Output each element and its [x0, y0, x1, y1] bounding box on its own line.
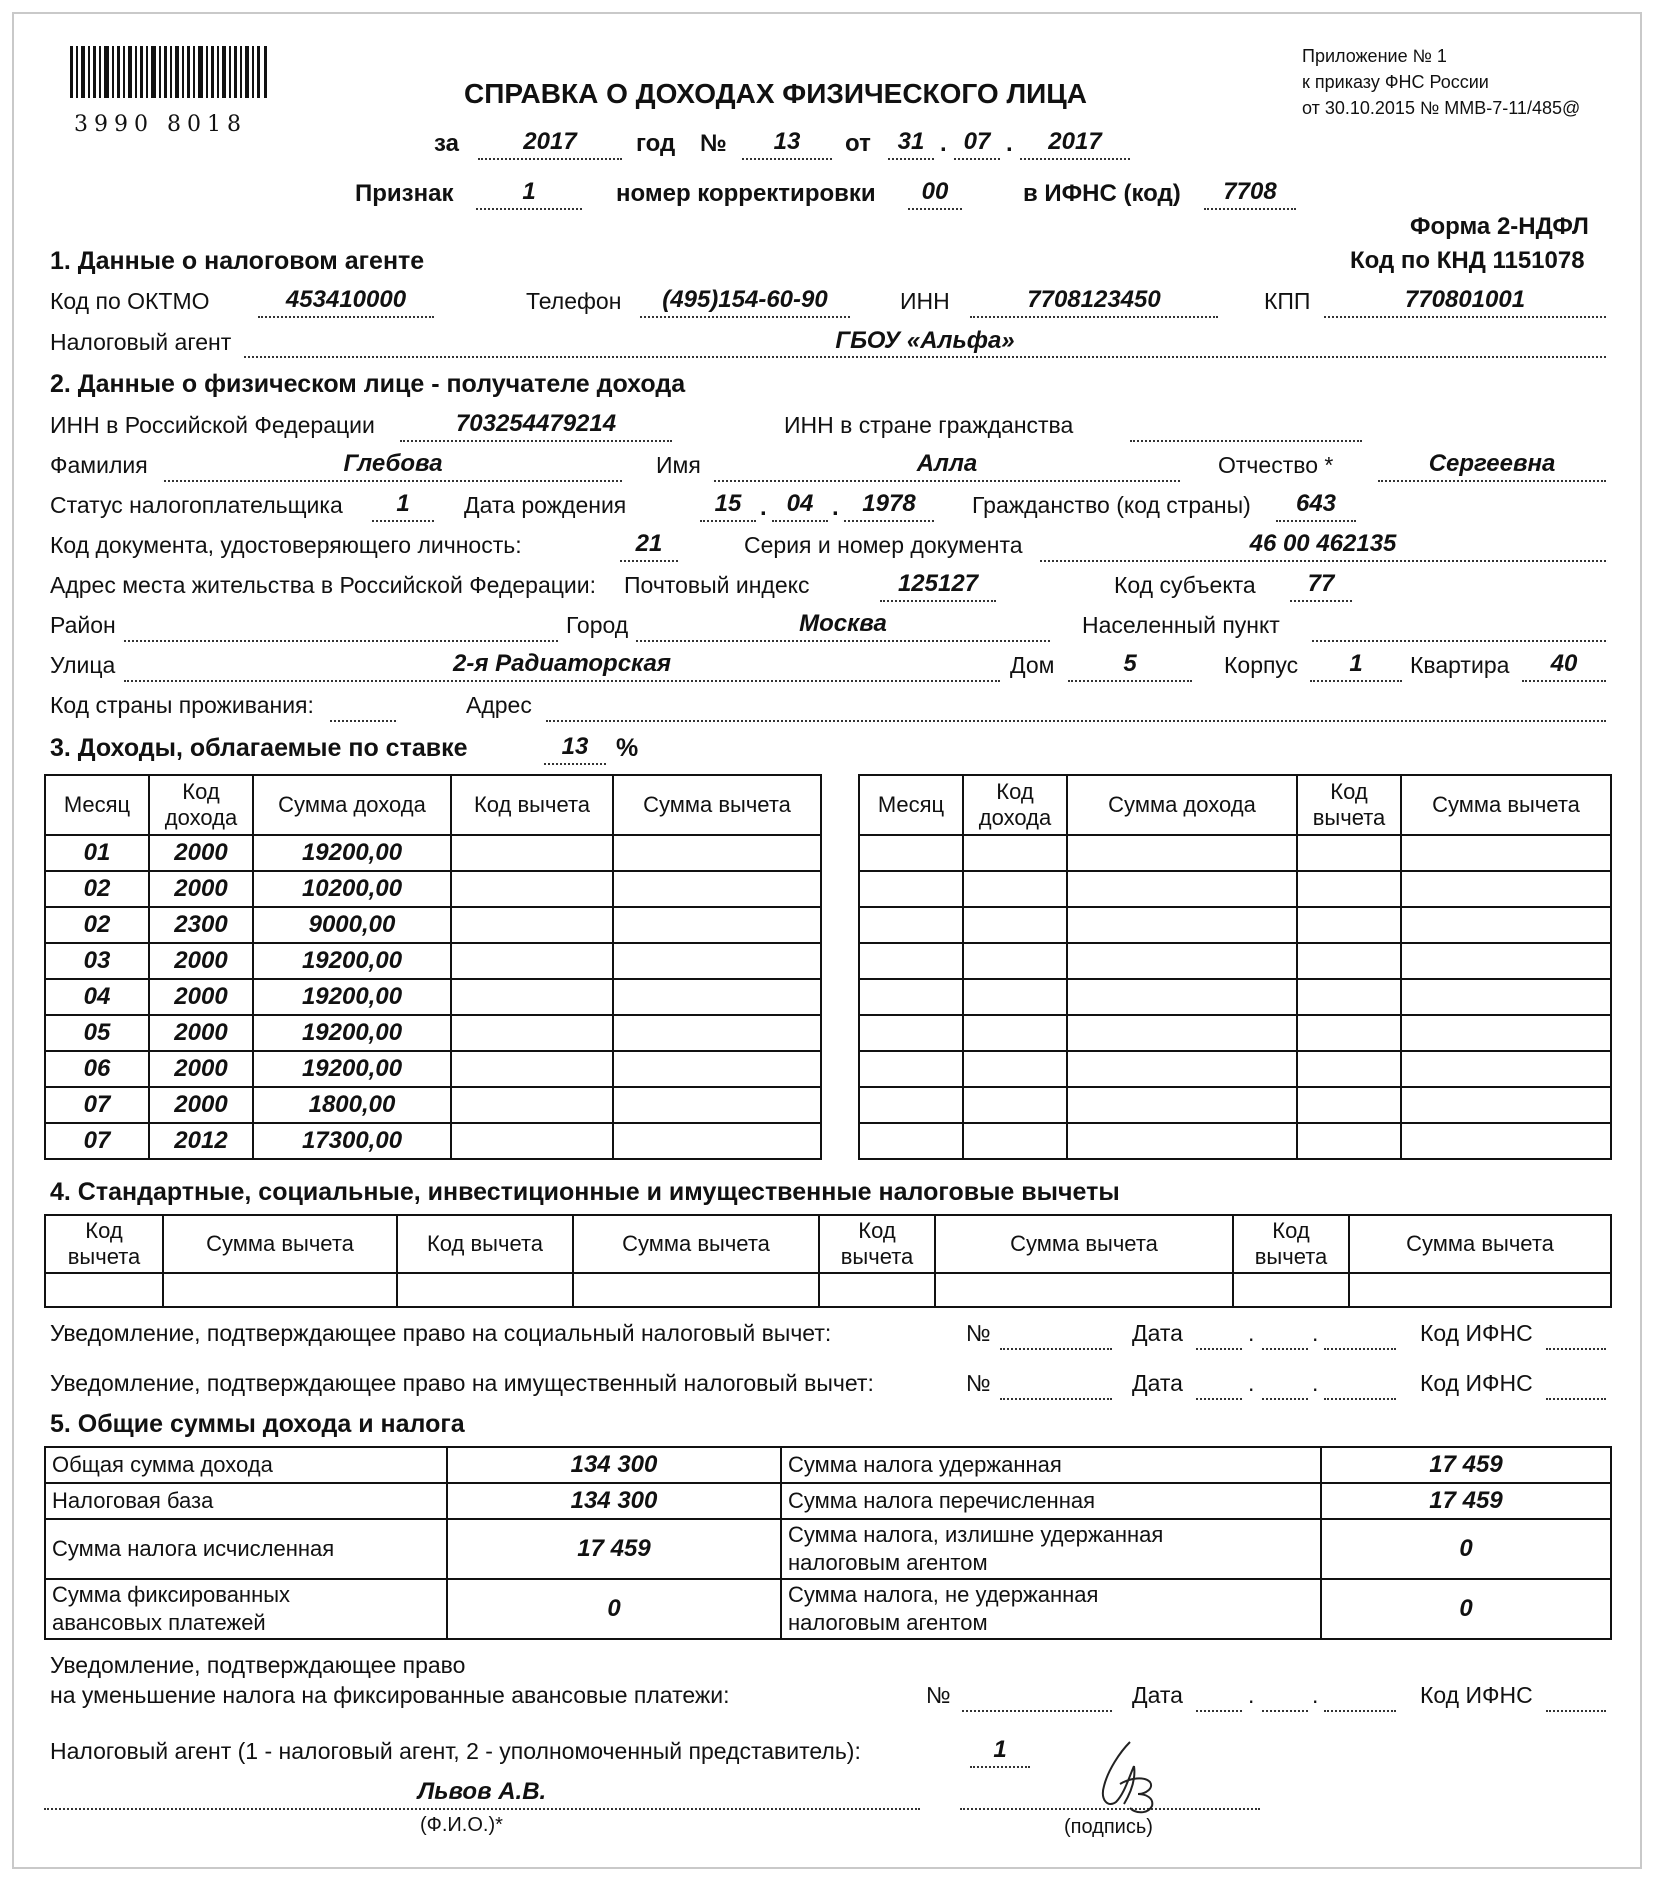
- col-deduction-code: Код вычета: [397, 1215, 573, 1273]
- flat-field[interactable]: 40: [1550, 650, 1578, 677]
- deduction-code-cell[interactable]: [451, 1051, 613, 1087]
- tax-excess-label-line-1: Сумма налога, излишне удержанная: [788, 1522, 1164, 1547]
- deduction-sum-cell[interactable]: [613, 1015, 821, 1051]
- table-row: [45, 835, 821, 871]
- status-label: Статус налогоплательщика: [50, 492, 343, 518]
- notice-adv-no-field[interactable]: [962, 1710, 1112, 1712]
- deduction-sum-cell[interactable]: [613, 835, 821, 871]
- notice-adv-line-2: на уменьшение налога на фиксированные авансовые платежи:: [50, 1682, 730, 1708]
- total-income-value[interactable]: 134 300: [447, 1447, 781, 1483]
- deduction-sum-cell[interactable]: [1401, 979, 1611, 1015]
- col-deduction-code: Код вычета: [1233, 1215, 1349, 1273]
- income-month-cell[interactable]: 07: [45, 1123, 149, 1159]
- za-label: за: [434, 130, 459, 157]
- date-month-field[interactable]: 07: [963, 128, 991, 155]
- date-dot: .: [1312, 1682, 1319, 1708]
- city-field[interactable]: Москва: [799, 610, 887, 637]
- ifns-label: в ИФНС (код): [1023, 180, 1181, 207]
- appendix-line-2: к приказу ФНС России: [1302, 72, 1489, 92]
- phone-label: Телефон: [526, 288, 622, 314]
- col-month: Месяц: [859, 775, 963, 835]
- totals-table: [44, 1446, 1612, 1640]
- surname-label: Фамилия: [50, 452, 148, 478]
- deduction-code-cell[interactable]: [1297, 1051, 1401, 1087]
- notice-social-label: Уведомление, подтверждающее право на социальный налоговый вычет:: [50, 1320, 832, 1346]
- dob-dot-1: .: [760, 494, 767, 521]
- income-sum-cell[interactable]: 1800,00: [253, 1087, 451, 1123]
- income-sum-cell[interactable]: 19200,00: [253, 835, 451, 871]
- inn-foreign-label: ИНН в стране гражданства: [784, 412, 1074, 438]
- tax-not-withheld-label-line-1: Сумма налога, не удержанная: [788, 1582, 1099, 1607]
- dob-dot-2: .: [832, 494, 839, 521]
- table-row: [45, 979, 821, 1015]
- income-month-cell[interactable]: [859, 1015, 963, 1051]
- notice-social-date-label: Дата: [1132, 1320, 1183, 1346]
- col-deduction-sum: Сумма вычета: [1349, 1215, 1611, 1273]
- deduction-code-cell[interactable]: [1297, 1123, 1401, 1159]
- deduction-code-cell[interactable]: [1297, 943, 1401, 979]
- deduction-code-cell[interactable]: [451, 1123, 613, 1159]
- status-field[interactable]: 1: [396, 490, 410, 517]
- col-income-sum: Сумма дохода: [1067, 775, 1297, 835]
- income-code-cell[interactable]: 2000: [149, 1015, 253, 1051]
- notice-property-ifns-field[interactable]: [1546, 1398, 1606, 1400]
- section5-title: 5. Общие суммы дохода и налога: [50, 1410, 465, 1438]
- tax-calc-value[interactable]: 17 459: [447, 1519, 781, 1579]
- god-label: год: [636, 130, 676, 157]
- table-row: [859, 1123, 1611, 1159]
- col-income-code: Код дохода: [149, 775, 253, 835]
- year-field[interactable]: 2017: [523, 128, 577, 155]
- col-deduction-sum: Сумма вычета: [935, 1215, 1233, 1273]
- col-deduction-code: Код вычета: [1297, 775, 1401, 835]
- country-field[interactable]: [330, 690, 396, 718]
- date-dot: .: [1312, 1370, 1319, 1396]
- table-row: [859, 835, 1611, 871]
- tax-withheld-label: Сумма налога удержанная: [781, 1447, 1321, 1483]
- notice-social-date-year[interactable]: [1324, 1348, 1396, 1350]
- deduction-cell[interactable]: [397, 1273, 573, 1307]
- page-title: СПРАВКА О ДОХОДАХ ФИЗИЧЕСКОГО ЛИЦА: [464, 78, 1087, 109]
- date-dot: .: [1248, 1370, 1255, 1396]
- income-code-cell[interactable]: [963, 835, 1067, 871]
- deduction-cell[interactable]: [163, 1273, 397, 1307]
- income-code-cell[interactable]: 2012: [149, 1123, 253, 1159]
- date-dot-1: .: [940, 130, 947, 157]
- flat-label: Квартира: [1410, 652, 1510, 678]
- deduction-code-cell[interactable]: [451, 1087, 613, 1123]
- patronymic-field[interactable]: Сергеевна: [1428, 450, 1556, 477]
- table-row: [859, 907, 1611, 943]
- house-field[interactable]: 5: [1123, 650, 1137, 677]
- income-month-cell[interactable]: 02: [45, 907, 149, 943]
- notice-property-date-day[interactable]: [1196, 1398, 1242, 1400]
- income-month-cell[interactable]: 06: [45, 1051, 149, 1087]
- income-code-cell[interactable]: [963, 907, 1067, 943]
- income-code-cell[interactable]: [963, 1123, 1067, 1159]
- deduction-sum-cell[interactable]: [613, 871, 821, 907]
- income-month-cell[interactable]: 02: [45, 871, 149, 907]
- income-sum-cell[interactable]: [1067, 979, 1297, 1015]
- notice-adv-date-year[interactable]: [1324, 1710, 1396, 1712]
- district-field[interactable]: [124, 610, 558, 638]
- deduction-sum-cell[interactable]: [613, 979, 821, 1015]
- date-dot-2: .: [1006, 130, 1013, 157]
- income-sum-cell[interactable]: 17300,00: [253, 1123, 451, 1159]
- income-sum-cell[interactable]: [1067, 835, 1297, 871]
- locality-label: Населенный пункт: [1082, 612, 1280, 638]
- street-field[interactable]: 2-я Радиаторская: [453, 650, 671, 677]
- deduction-sum-cell[interactable]: [1401, 871, 1611, 907]
- deduction-code-cell[interactable]: [451, 943, 613, 979]
- income-month-cell[interactable]: 07: [45, 1087, 149, 1123]
- tax-calc-label: Сумма налога исчисленная: [45, 1519, 447, 1579]
- oktmo-label: Код по ОКТМО: [50, 288, 210, 314]
- income-sum-cell[interactable]: [1067, 871, 1297, 907]
- deduction-sum-cell[interactable]: [1401, 907, 1611, 943]
- income-month-cell[interactable]: [859, 907, 963, 943]
- income-month-cell[interactable]: [859, 835, 963, 871]
- notice-property-label: Уведомление, подтверждающее право на имущественный налоговый вычет:: [50, 1370, 874, 1396]
- deduction-code-cell[interactable]: [1297, 835, 1401, 871]
- tax-paid-value[interactable]: 17 459: [1321, 1483, 1611, 1519]
- address-label: Адрес места жительства в Российской Федерации:: [50, 572, 597, 598]
- inn-foreign-field[interactable]: [1130, 410, 1362, 438]
- notice-property-date-year[interactable]: [1324, 1398, 1396, 1400]
- postcode-field[interactable]: 125127: [897, 570, 979, 597]
- notice-adv-no-label: №: [926, 1682, 951, 1708]
- tax-excess-value[interactable]: 0: [1321, 1519, 1611, 1579]
- ifns-field[interactable]: 7708: [1223, 178, 1277, 205]
- priznak-label: Признак: [355, 180, 454, 207]
- notice-social-date-month[interactable]: [1262, 1348, 1308, 1350]
- surname-field[interactable]: Глебова: [343, 450, 443, 477]
- deduction-sum-cell[interactable]: [1401, 1015, 1611, 1051]
- doc-code-field[interactable]: 21: [635, 530, 663, 557]
- fixed-adv-value[interactable]: 0: [447, 1579, 781, 1639]
- deduction-cell[interactable]: [45, 1273, 163, 1307]
- kpp-label: КПП: [1264, 288, 1311, 314]
- agent-name-field[interactable]: ГБОУ «Альфа»: [835, 327, 1015, 354]
- knd-code: Код по КНД 1151078: [1350, 247, 1585, 274]
- date-day-field[interactable]: 31: [897, 128, 925, 155]
- deduction-cell[interactable]: [1349, 1273, 1611, 1307]
- deduction-code-cell[interactable]: [451, 835, 613, 871]
- dob-label: Дата рождения: [464, 492, 627, 518]
- income-code-cell[interactable]: 2000: [149, 1087, 253, 1123]
- deduction-sum-cell[interactable]: [1401, 835, 1611, 871]
- doc-series-field[interactable]: 46 00 462135: [1249, 530, 1397, 557]
- income-month-cell[interactable]: [859, 1123, 963, 1159]
- deduction-sum-cell[interactable]: [1401, 943, 1611, 979]
- date-dot: .: [1248, 1682, 1255, 1708]
- deduction-cell[interactable]: [819, 1273, 935, 1307]
- rate-field[interactable]: 13: [561, 733, 589, 760]
- col-deduction-sum: Сумма вычета: [1401, 775, 1611, 835]
- income-sum-cell[interactable]: [1067, 1015, 1297, 1051]
- income-month-cell[interactable]: [859, 871, 963, 907]
- notice-property-no-label: №: [966, 1370, 991, 1396]
- income-month-cell[interactable]: 04: [45, 979, 149, 1015]
- form-name: Форма 2-НДФЛ: [1410, 213, 1589, 240]
- oktmo-field[interactable]: 453410000: [285, 286, 407, 313]
- deduction-code-cell[interactable]: [1297, 907, 1401, 943]
- dob-year-field[interactable]: 1978: [862, 490, 916, 517]
- building-field[interactable]: 1: [1349, 650, 1363, 677]
- tax-withheld-value[interactable]: 17 459: [1321, 1447, 1611, 1483]
- dob-day-field[interactable]: 15: [714, 490, 742, 517]
- notice-adv-line-1: Уведомление, подтверждающее право: [50, 1652, 466, 1678]
- table-row: [859, 979, 1611, 1015]
- notice-social-ifns-label: Код ИФНС: [1420, 1320, 1533, 1346]
- signer-name-field[interactable]: Львов А.В.: [417, 1778, 547, 1805]
- barcode-image: [70, 46, 270, 120]
- district-label: Район: [50, 612, 116, 638]
- dob-month-field[interactable]: 04: [786, 490, 814, 517]
- deduction-cell[interactable]: [935, 1273, 1233, 1307]
- foreign-address-label: Адрес: [466, 692, 532, 718]
- col-deduction-code: Код вычета: [819, 1215, 935, 1273]
- name-field[interactable]: Алла: [916, 450, 978, 477]
- table-row: [859, 871, 1611, 907]
- signature-image: [1090, 1736, 1170, 1818]
- country-label: Код страны проживания:: [50, 692, 314, 718]
- tax-base-label: Налоговая база: [45, 1483, 447, 1519]
- deduction-sum-cell[interactable]: [613, 1123, 821, 1159]
- date-year-field[interactable]: 2017: [1048, 128, 1102, 155]
- appendix-line-3: от 30.10.2015 № ММВ-7-11/485@: [1302, 98, 1581, 118]
- deduction-sum-cell[interactable]: [613, 1087, 821, 1123]
- number-label: №: [700, 130, 727, 157]
- doc-series-label: Серия и номер документа: [744, 532, 1023, 558]
- table-row: [45, 1123, 821, 1159]
- income-month-cell[interactable]: [859, 1051, 963, 1087]
- sign-caption: (подпись): [1064, 1816, 1153, 1838]
- table-row: [45, 1087, 821, 1123]
- table-row: [859, 1015, 1611, 1051]
- col-deduction-code: Код вычета: [451, 775, 613, 835]
- income-sum-cell[interactable]: [1067, 943, 1297, 979]
- section3-title: 3. Доходы, облагаемые по ставке: [50, 734, 468, 762]
- table-row: [859, 1051, 1611, 1087]
- deduction-sum-cell[interactable]: [1401, 1123, 1611, 1159]
- notice-property-date-label: Дата: [1132, 1370, 1183, 1396]
- table-row: [45, 871, 821, 907]
- korr-field[interactable]: 00: [921, 178, 949, 205]
- table-row: [45, 943, 821, 979]
- income-code-cell[interactable]: [963, 871, 1067, 907]
- name-label: Имя: [656, 452, 701, 478]
- deduction-sum-cell[interactable]: [613, 907, 821, 943]
- deduction-sum-cell[interactable]: [613, 1051, 821, 1087]
- income-code-cell[interactable]: [963, 1015, 1067, 1051]
- region-label: Код субъекта: [1114, 572, 1256, 598]
- street-label: Улица: [50, 652, 116, 678]
- income-sum-cell[interactable]: [1067, 907, 1297, 943]
- income-code-cell[interactable]: 2000: [149, 979, 253, 1015]
- total-income-label: Общая сумма дохода: [45, 1447, 447, 1483]
- income-code-cell[interactable]: 2300: [149, 907, 253, 943]
- income-code-cell[interactable]: 2000: [149, 943, 253, 979]
- deduction-code-cell[interactable]: [451, 979, 613, 1015]
- notice-property-date-month[interactable]: [1262, 1398, 1308, 1400]
- notice-property-no-field[interactable]: [1000, 1398, 1112, 1400]
- income-code-cell[interactable]: [963, 943, 1067, 979]
- table-row: [45, 1051, 821, 1087]
- date-dot: .: [1312, 1320, 1319, 1346]
- foreign-address-field[interactable]: [546, 690, 1606, 718]
- ot-label: от: [845, 130, 871, 157]
- agent-type-label: Налоговый агент (1 - налоговый агент, 2 - уполномоченный представитель):: [50, 1738, 861, 1764]
- tax-excess-label: [781, 1519, 1321, 1579]
- income-sum-cell[interactable]: [1067, 1123, 1297, 1159]
- notice-property-ifns-label: Код ИФНС: [1420, 1370, 1533, 1396]
- inn-rf-field[interactable]: 703254479214: [455, 410, 617, 437]
- building-label: Корпус: [1224, 652, 1299, 678]
- kpp-field[interactable]: 770801001: [1404, 286, 1526, 313]
- citizenship-field[interactable]: 643: [1295, 490, 1337, 517]
- inn-rf-label: ИНН в Российской Федерации: [50, 412, 375, 438]
- patronymic-label: Отчество *: [1218, 452, 1334, 478]
- notice-adv-ifns-label: Код ИФНС: [1420, 1682, 1533, 1708]
- notice-social-no-field[interactable]: [1000, 1348, 1112, 1350]
- notice-social-no-label: №: [966, 1320, 991, 1346]
- tax-paid-label: Сумма налога перечисленная: [781, 1483, 1321, 1519]
- percent-sign: %: [616, 734, 639, 762]
- income-code-cell[interactable]: [963, 1051, 1067, 1087]
- income-sum-cell[interactable]: 19200,00: [253, 979, 451, 1015]
- deduction-sum-cell[interactable]: [613, 943, 821, 979]
- phone-field[interactable]: (495)154-60-90: [662, 286, 828, 313]
- table-row: [859, 943, 1611, 979]
- notice-social-date-day[interactable]: [1196, 1348, 1242, 1350]
- citizenship-label: Гражданство (код страны): [972, 492, 1251, 518]
- col-deduction-code: Код вычета: [45, 1215, 163, 1273]
- income-table-left: [44, 774, 822, 1160]
- col-deduction-sum: Сумма вычета: [573, 1215, 819, 1273]
- income-code-cell[interactable]: 2000: [149, 835, 253, 871]
- agent-inn-field[interactable]: 7708123450: [1027, 286, 1161, 313]
- table-row: [45, 1015, 821, 1051]
- priznak-field[interactable]: 1: [522, 178, 536, 205]
- deduction-cell[interactable]: [573, 1273, 819, 1307]
- deduction-code-cell[interactable]: [451, 907, 613, 943]
- section4-title: 4. Стандартные, социальные, инвестиционные и имущественные налоговые вычеты: [50, 1178, 1120, 1206]
- fio-caption: (Ф.И.О.)*: [420, 1814, 503, 1836]
- fixed-adv-label-line-2: авансовых платежей: [52, 1610, 266, 1635]
- income-sum-cell[interactable]: 19200,00: [253, 1015, 451, 1051]
- tax-not-withheld-label-line-2: налоговым агентом: [788, 1610, 988, 1635]
- col-deduction-sum: Сумма вычета: [613, 775, 821, 835]
- notice-adv-ifns-field[interactable]: [1546, 1710, 1606, 1712]
- barcode-number: 3990 8018: [74, 112, 247, 137]
- date-dot: .: [1248, 1320, 1255, 1346]
- deduction-code-cell[interactable]: [1297, 1087, 1401, 1123]
- tax-excess-label-line-2: налоговым агентом: [788, 1550, 988, 1575]
- postcode-label: Почтовый индекс: [624, 572, 810, 598]
- income-month-cell[interactable]: [859, 943, 963, 979]
- city-label: Город: [566, 612, 629, 638]
- section2-title: 2. Данные о физическом лице - получателе дохода: [50, 370, 686, 398]
- income-code-cell[interactable]: 2000: [149, 1051, 253, 1087]
- doc-code-label: Код документа, удостоверяющего личность:: [50, 532, 522, 558]
- appendix-line-1: Приложение № 1: [1302, 46, 1447, 66]
- table-row: [859, 1087, 1611, 1123]
- deductions-table: [44, 1214, 1612, 1308]
- income-sum-cell[interactable]: [1067, 1087, 1297, 1123]
- fixed-adv-label: [45, 1579, 447, 1639]
- income-sum-cell[interactable]: 19200,00: [253, 1051, 451, 1087]
- tax-not-withheld-label: [781, 1579, 1321, 1639]
- deduction-code-cell[interactable]: [1297, 871, 1401, 907]
- notice-adv-date-day[interactable]: [1196, 1710, 1242, 1712]
- agent-type-field[interactable]: 1: [993, 1736, 1007, 1763]
- agent-inn-label: ИНН: [900, 288, 950, 314]
- notice-adv-date-label: Дата: [1132, 1682, 1183, 1708]
- income-code-cell[interactable]: [963, 1087, 1067, 1123]
- income-sum-cell[interactable]: 9000,00: [253, 907, 451, 943]
- agent-label: Налоговый агент: [50, 329, 232, 355]
- col-income-code: Код дохода: [963, 775, 1067, 835]
- income-code-cell[interactable]: 2000: [149, 871, 253, 907]
- col-deduction-sum: Сумма вычета: [163, 1215, 397, 1273]
- tax-base-value[interactable]: 134 300: [447, 1483, 781, 1519]
- locality-field[interactable]: [1312, 610, 1606, 638]
- house-label: Дом: [1010, 652, 1055, 678]
- tax-not-withheld-value[interactable]: 0: [1321, 1579, 1611, 1639]
- income-sum-cell[interactable]: 10200,00: [253, 871, 451, 907]
- income-month-cell[interactable]: 01: [45, 835, 149, 871]
- income-sum-cell[interactable]: 19200,00: [253, 943, 451, 979]
- fixed-adv-label-line-1: Сумма фиксированных: [52, 1582, 291, 1607]
- income-table-right: [858, 774, 1612, 1160]
- income-month-cell[interactable]: 03: [45, 943, 149, 979]
- notice-social-ifns-field[interactable]: [1546, 1348, 1606, 1350]
- notice-adv-date-month[interactable]: [1262, 1710, 1308, 1712]
- deduction-cell[interactable]: [1233, 1273, 1349, 1307]
- deduction-sum-cell[interactable]: [1401, 1051, 1611, 1087]
- korr-label: номер корректировки: [616, 180, 876, 207]
- section1-title: 1. Данные о налоговом агенте: [50, 247, 425, 275]
- deduction-code-cell[interactable]: [451, 871, 613, 907]
- income-month-cell[interactable]: [859, 1087, 963, 1123]
- deduction-code-cell[interactable]: [1297, 1015, 1401, 1051]
- table-row: [45, 907, 821, 943]
- deduction-code-cell[interactable]: [451, 1015, 613, 1051]
- income-month-cell[interactable]: 05: [45, 1015, 149, 1051]
- deduction-code-cell[interactable]: [1297, 979, 1401, 1015]
- income-code-cell[interactable]: [963, 979, 1067, 1015]
- col-month: Месяц: [45, 775, 149, 835]
- col-income-sum: Сумма дохода: [253, 775, 451, 835]
- income-month-cell[interactable]: [859, 979, 963, 1015]
- region-field[interactable]: 77: [1307, 570, 1335, 597]
- income-sum-cell[interactable]: [1067, 1051, 1297, 1087]
- number-field[interactable]: 13: [773, 128, 801, 155]
- deduction-sum-cell[interactable]: [1401, 1087, 1611, 1123]
